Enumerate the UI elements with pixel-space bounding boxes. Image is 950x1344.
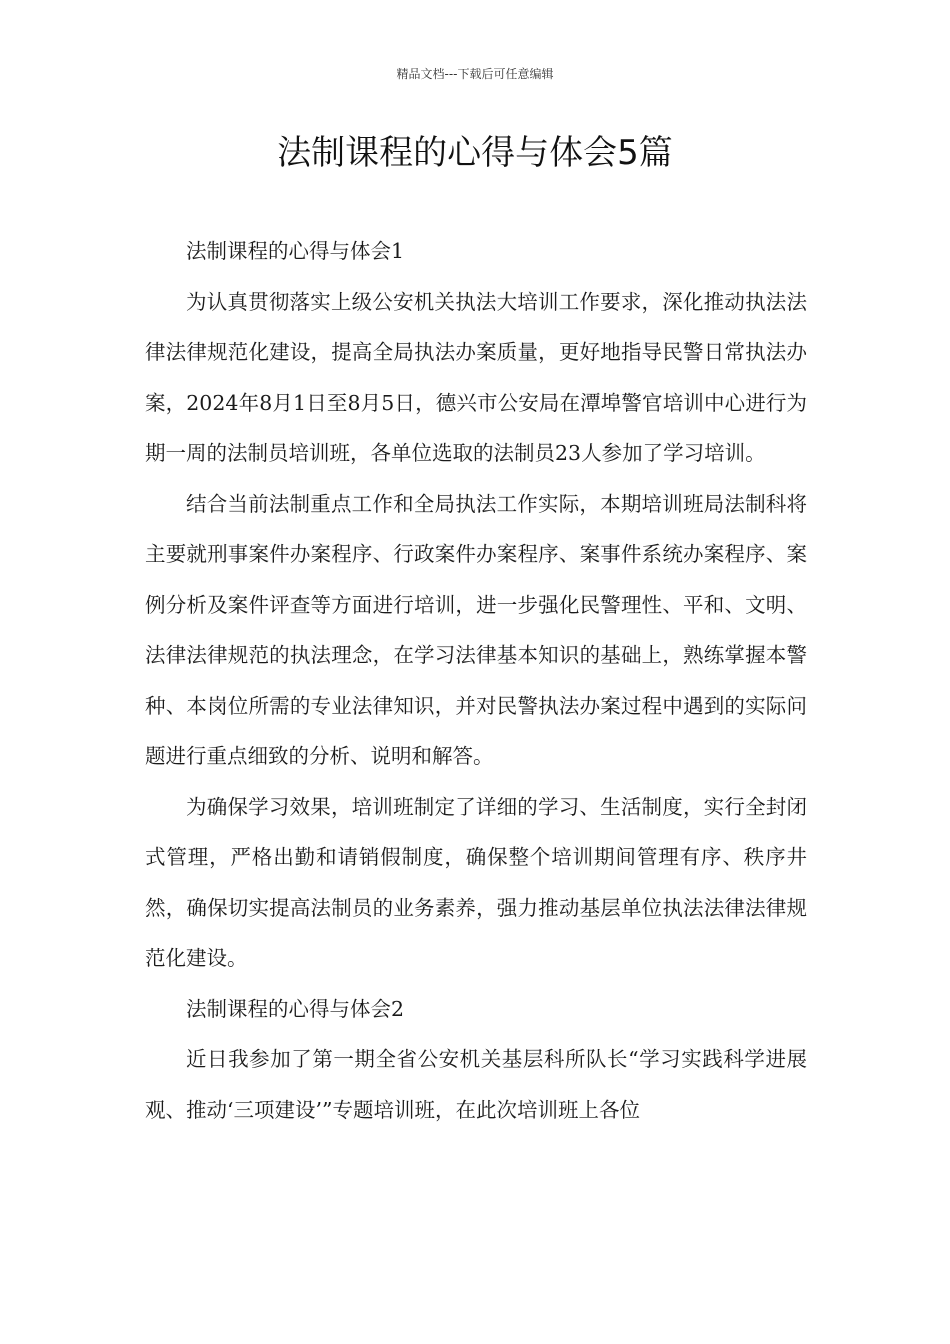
paragraph: 近日我参加了第一期全省公安机关基层科所队长“学习实践科学进展观、推动‘三项建设’”专题培训班，在此次培训班上各位 [145,1047,807,1122]
section-heading-2: 法制课程的心得与体会2 [186,996,405,1021]
document-body [145,226,807,1135]
document-title: 法制课程的心得与体会5篇 [277,133,673,173]
header-note: 精品文档---下载后可任意编辑 [396,67,554,81]
section-heading-1: 法制课程的心得与体会1 [186,239,405,263]
paragraph: 为认真贯彻落实上级公安机关执法大培训工作要求，深化推动执法法律法律规范化建设，提高全局执法办案质量，更好地指导民警日常执法办案，2024年8月1日至8月5日，德兴市公安局在潭埠警官培训中心进行为期一周的法制员培训班，各单位选取的法制员23人参加了学习培训。 [145,289,807,465]
paragraph: 为确保学习效果，培训班制定了详细的学习、生活制度，实行全封闭式管理，严格出勤和请销假制度，确保整个培训期间管理有序、秩序井然，确保切实提高法制员的业务素养，强力推动基层单位执法法律法律规范化建设。 [145,794,807,970]
paragraph: 结合当前法制重点工作和全局执法工作实际，本期培训班局法制科将主要就刑事案件办案程序、行政案件办案程序、案事件系统办案程序、案例分析及案件评查等方面进行培训，进一步强化民警理性、平和、文明、法律法律规范的执法理念，在学习法律基本知识的基础上，熟练掌握本警种、本岗位所需的专业法律知识，并对民警执法办案过程中遇到的实际问题进行重点细致的分析、说明和解答。 [145,491,807,768]
